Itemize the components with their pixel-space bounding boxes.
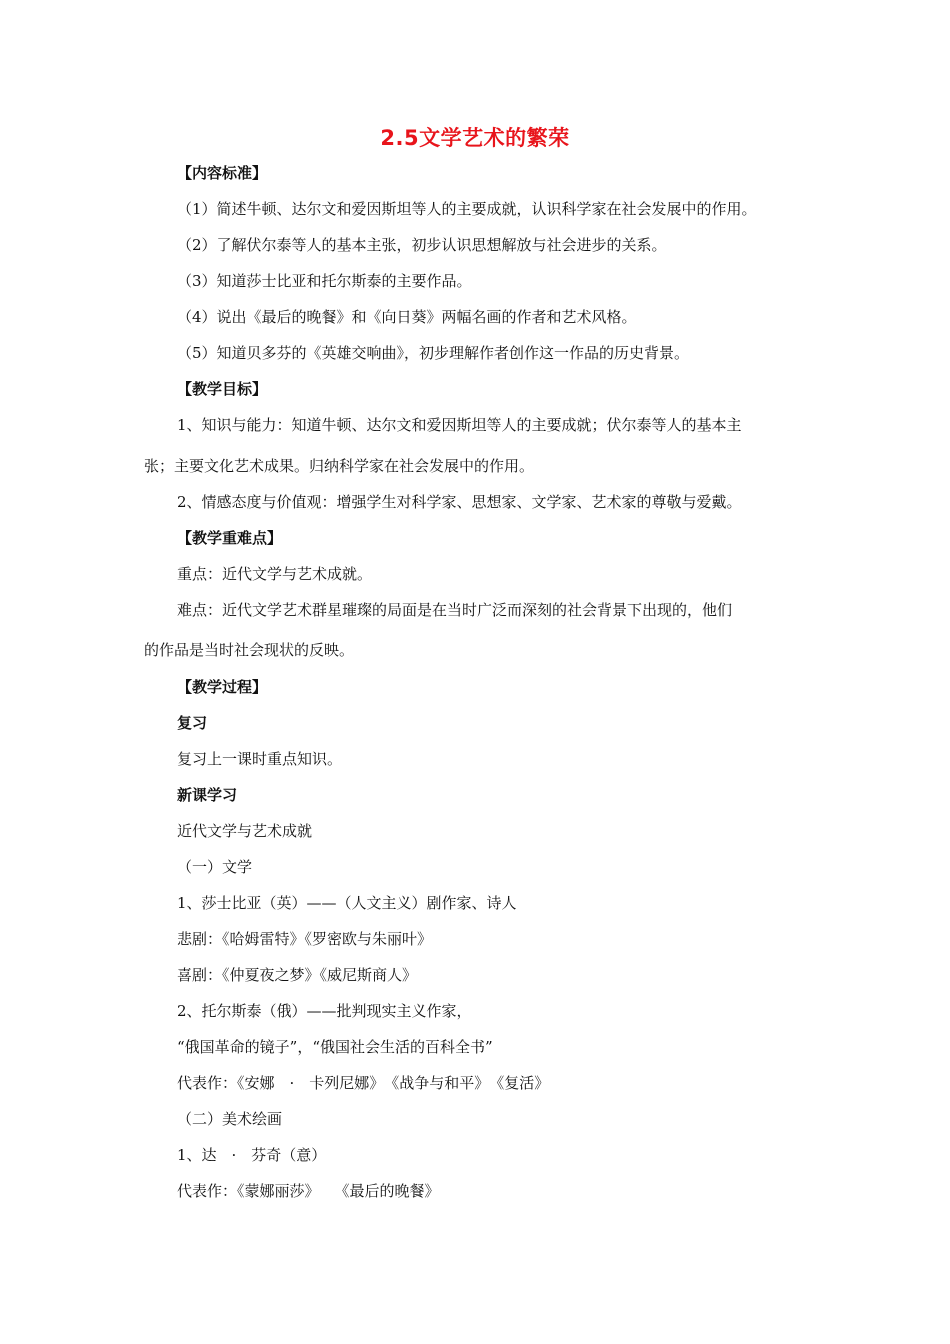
review-heading: 复习	[177, 714, 208, 732]
goal-item-1-line-2: 张；主要文化艺术成果。归纳科学家在社会发展中的作用。	[144, 457, 535, 475]
difficult-point-line-1: 难点：近代文学艺术群星璀璨的局面是在当时广泛而深刻的社会背景下出现的，他们	[177, 601, 733, 619]
standard-item: （3）知道莎士比亚和托尔斯泰的主要作品。	[177, 272, 472, 290]
new-lesson-heading: 新课学习	[177, 786, 238, 804]
lesson-line: 代表作：《安娜 · 卡列尼娜》 《战争与和平》 《复活》	[177, 1074, 550, 1092]
section-heading-goals: 【教学目标】	[177, 380, 268, 398]
standard-item: （4）说出《最后的晚餐》和《向日葵》两幅名画的作者和艺术风格。	[177, 308, 637, 326]
lesson-line: 悲剧：《哈姆雷特》《罗密欧与朱丽叶》	[177, 930, 433, 948]
lesson-line: （二）美术绘画	[177, 1110, 283, 1128]
key-point: 重点：近代文学与艺术成就。	[177, 565, 373, 583]
difficult-point-line-2: 的作品是当时社会现状的反映。	[144, 641, 355, 659]
standard-item: （2）了解伏尔泰等人的基本主张，初步认识思想解放与社会进步的关系。	[177, 236, 667, 254]
lesson-line: （一）文学	[177, 858, 253, 876]
lesson-line: 近代文学与艺术成就	[177, 822, 313, 840]
goal-item-2: 2、情感态度与价值观：增强学生对科学家、思想家、文学家、艺术家的尊敬与爱戴。	[177, 493, 742, 511]
lesson-line: “俄国革命的镜子”，“俄国社会生活的百科全书”	[177, 1038, 493, 1056]
review-text: 复习上一课时重点知识。	[177, 750, 343, 768]
lesson-line: 2、托尔斯泰（俄）——批判现实主义作家，	[177, 1002, 472, 1020]
standard-item: （1）简述牛顿、达尔文和爱因斯坦等人的主要成就，认识科学家在社会发展中的作用。	[177, 200, 757, 218]
lesson-line: 代表作：《蒙娜丽莎》 《最后的晚餐》	[177, 1182, 440, 1200]
section-heading-keypoints: 【教学重难点】	[177, 529, 283, 547]
standard-item: （5）知道贝多芬的《英雄交响曲》，初步理解作者创作这一作品的历史背景。	[177, 344, 690, 362]
document-title: 2.5文学艺术的繁荣	[380, 126, 570, 150]
lesson-line: 1、达 · 芬奇（意）	[177, 1146, 327, 1164]
lesson-line: 1、莎士比亚（英）——（人文主义）剧作家、诗人	[177, 894, 517, 912]
section-heading-process: 【教学过程】	[177, 678, 268, 696]
section-heading-standards: 【内容标准】	[177, 164, 268, 182]
lesson-line: 喜剧：《仲夏夜之梦》《威尼斯商人》	[177, 966, 418, 984]
goal-item-1-line-1: 1、知识与能力：知道牛顿、达尔文和爱因斯坦等人的主要成就；伏尔泰等人的基本主	[177, 416, 742, 434]
